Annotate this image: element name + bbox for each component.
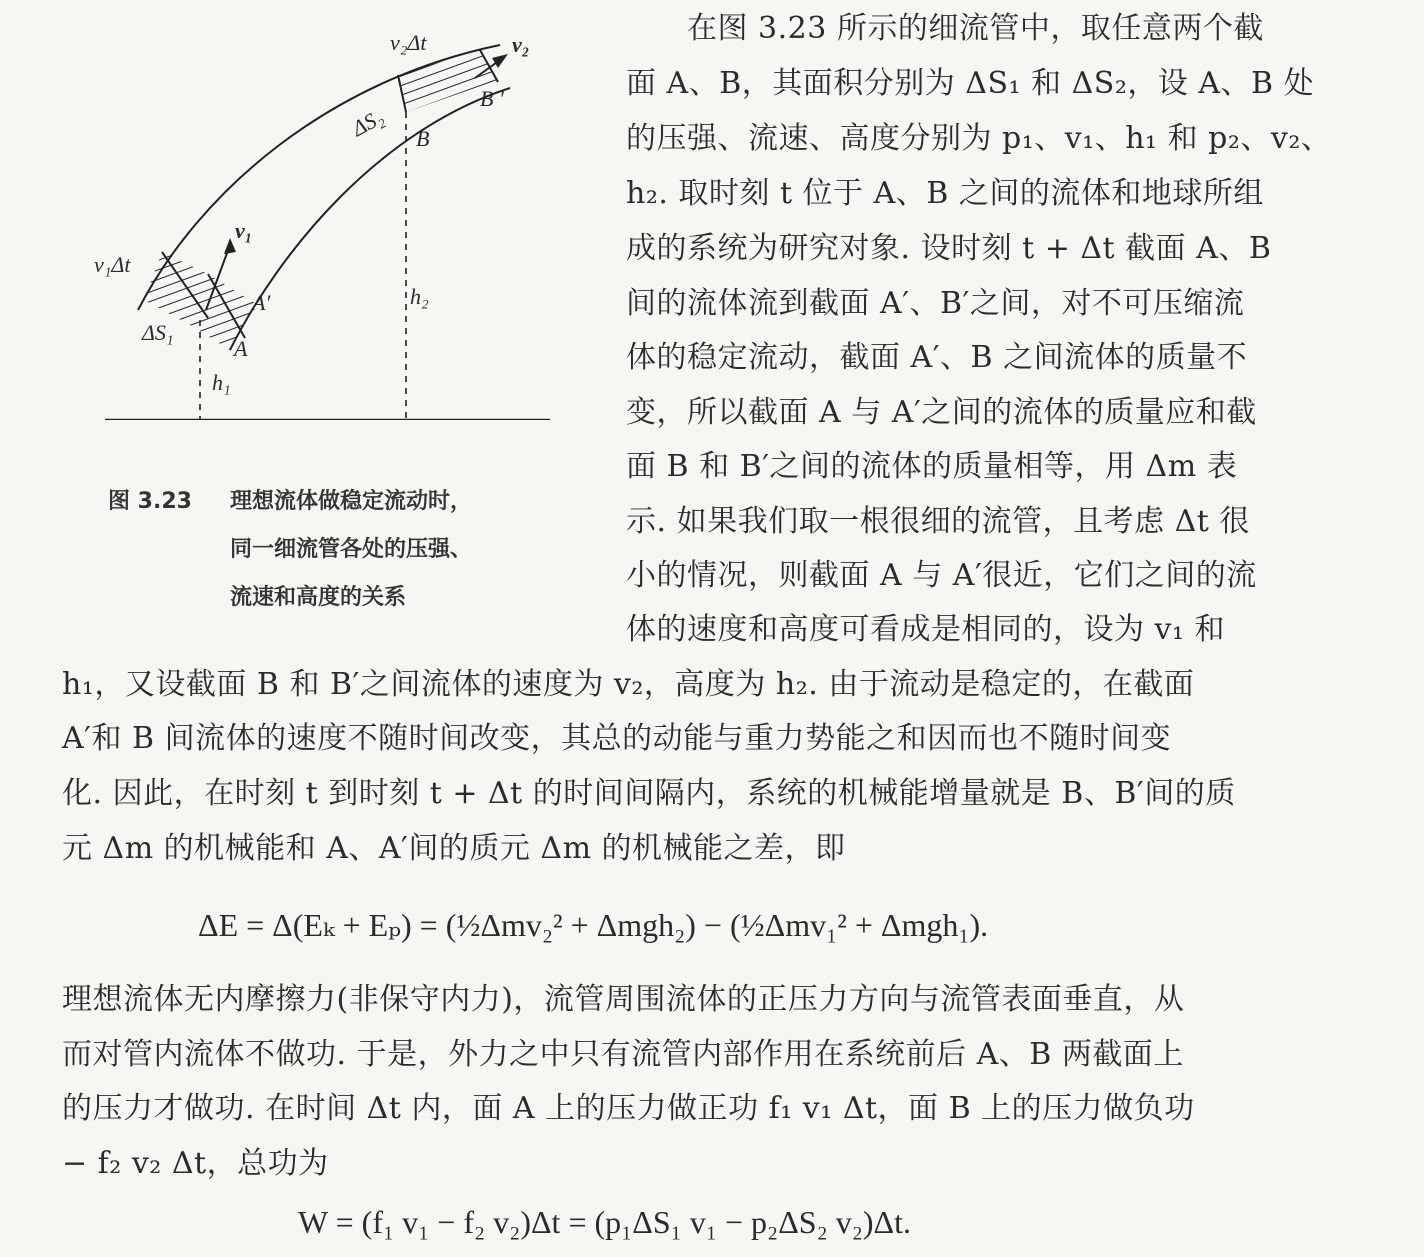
text-line-f3: 化. 因此，在时刻 t 到时刻 t + Δt 的时间间隔内，系统的机械能增量就是 B、B′间的质: [62, 776, 1236, 811]
caption-line-1: 理想流体做稳定流动时，: [230, 489, 473, 514]
text-line-r3: 的压强、流速、高度分别为 p₁、v₁、h₁ 和 p₂、v₂、: [626, 121, 1332, 156]
label-dS1: ΔS₁: [142, 320, 174, 345]
text-line-r4: h₂. 取时刻 t 位于 A、B 之间的流体和地球所组: [626, 176, 1264, 211]
label-dS2: ΔS₂: [347, 104, 388, 142]
stream-tube-figure: [80, 20, 570, 420]
text-line-r5: 成的系统为研究对象. 设时刻 t + Δt 截面 A、B: [626, 231, 1272, 266]
text-line-f4: 元 Δm 的机械能和 A、A′间的质元 Δm 的机械能之差，即: [62, 831, 846, 866]
text-line-f1: h₁，又设截面 B 和 B′之间流体的速度为 v₂，高度为 h₂. 由于流动是稳定的，在截面: [62, 667, 1195, 702]
label-v1dt: v₁Δt: [94, 252, 131, 277]
text-line-r11: 小的情况，则截面 A 与 A′很近，它们之间的流: [626, 558, 1257, 593]
text-line-r9: 面 B 和 B′之间的流体的质量相等，用 Δm 表: [626, 449, 1238, 484]
text-line-g3: 的压力才做功. 在时间 Δt 内，面 A 上的压力做正功 f₁ v₁ Δt，面 B 上的压力做负功: [62, 1091, 1195, 1126]
text-line-g2: 而对管内流体不做功. 于是，外力之中只有流管内部作用在系统前后 A、B 两截面上: [62, 1037, 1184, 1072]
caption-number: 图 3.23: [108, 489, 192, 514]
equation-work: W = (f₁ v₁ − f₂ v₂)Δt = (p₁ΔS₁ v₁ − p₂ΔS₂ v₂)Δt.: [298, 1204, 911, 1240]
label-B: B: [416, 126, 430, 151]
label-h2: h₂: [410, 284, 429, 309]
label-v2: v₂: [512, 32, 530, 57]
caption-line-2: 同一细流管各处的压强、: [230, 537, 473, 562]
label-v2dt: v₂Δt: [390, 30, 427, 55]
text-line-r7: 体的稳定流动，截面 A′、B 之间流体的质量不: [626, 340, 1248, 375]
label-A-prime: A′: [252, 290, 271, 315]
text-line-r12: 体的速度和高度可看成是相同的，设为 v₁ 和: [626, 612, 1226, 647]
text-line-r2: 面 A、B，其面积分别为 ΔS₁ 和 ΔS₂，设 A、B 处: [626, 66, 1315, 101]
label-v1: v₁: [235, 218, 253, 243]
text-line-r1: 在图 3.23 所示的细流管中，取任意两个截: [626, 11, 1264, 46]
label-B-prime: B ′: [480, 86, 504, 111]
equation-energy: ΔE = Δ(Eₖ + Eₚ) = (½Δmv₂² + Δmgh₂) − (½Δmv₁² + Δmgh₁).: [198, 907, 989, 943]
text-line-r10: 示. 如果我们取一根很细的流管，且考虑 Δt 很: [626, 504, 1250, 539]
stream-tube-diagram: [80, 20, 570, 420]
label-h1: h₁: [212, 370, 231, 395]
text-line-r6: 间的流体流到截面 A′、B′之间，对不可压缩流: [626, 286, 1245, 321]
figure-caption: [108, 478, 472, 622]
text-line-f2: A′和 B 间流体的速度不随时间改变，其总的动能与重力势能之和因而也不随时间变: [62, 721, 1172, 756]
label-A: A: [234, 336, 248, 361]
caption-line-3: 流速和高度的关系: [230, 585, 407, 610]
text-line-g1: 理想流体无内摩擦力(非保守内力)，流管周围流体的正压力方向与流管表面垂直，从: [62, 982, 1185, 1017]
text-line-g4: − f₂ v₂ Δt，总功为: [62, 1146, 329, 1181]
text-line-r8: 变，所以截面 A 与 A′之间的流体的质量应和截: [626, 395, 1257, 430]
